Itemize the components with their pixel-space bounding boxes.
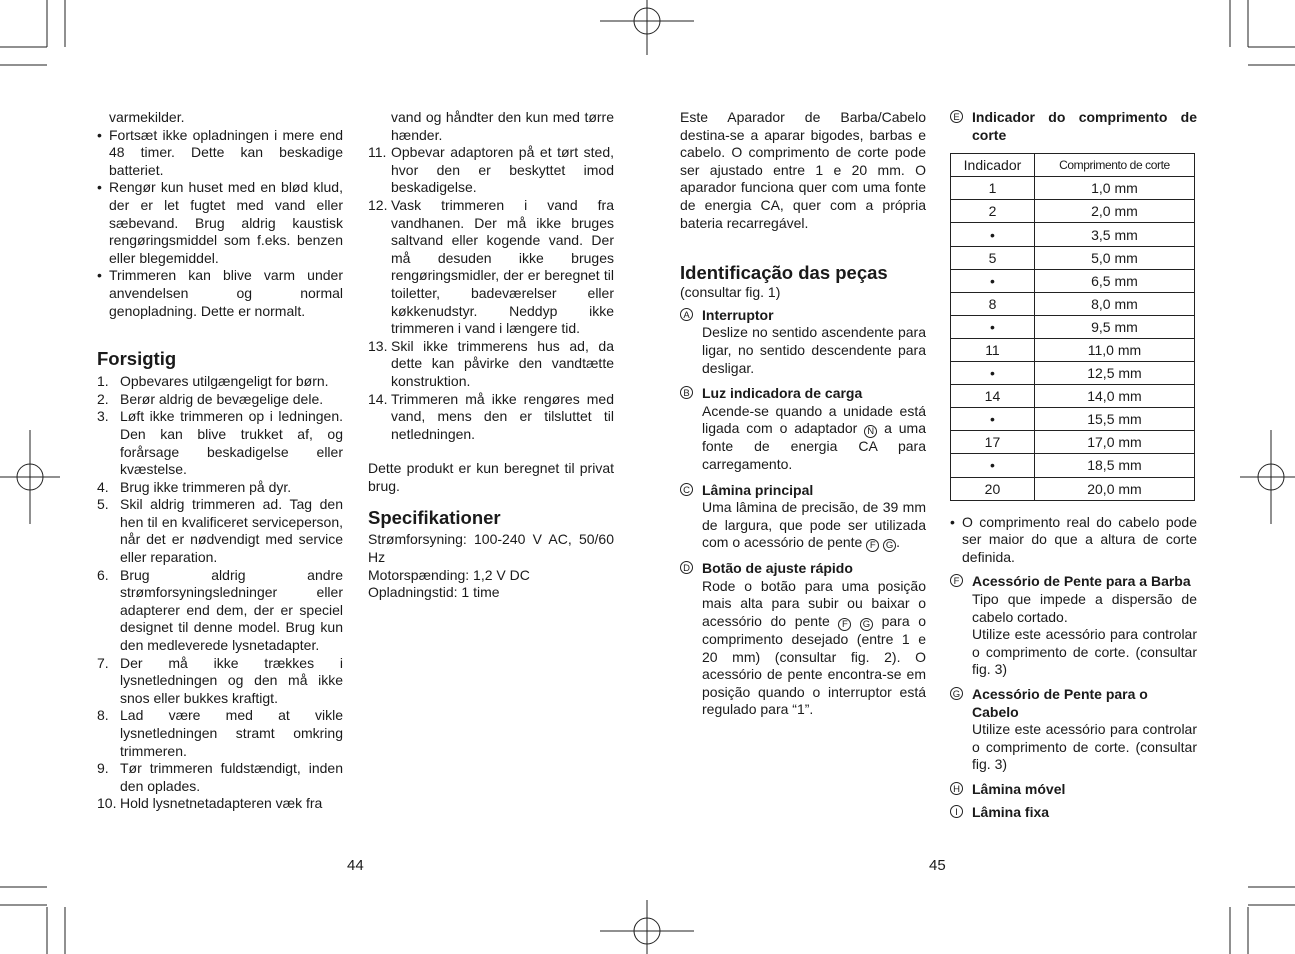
part-g bbox=[950, 686, 1197, 774]
cutting-length-cell: 15,5 mm bbox=[1034, 408, 1194, 431]
list-item: 8. Lad være med at vikle lysnetledningen stramt omkring trimmeren. bbox=[97, 707, 343, 759]
indicator-cell: • bbox=[951, 362, 1035, 385]
table-row bbox=[951, 177, 1195, 200]
indicator-cell: • bbox=[951, 269, 1035, 292]
table-row bbox=[951, 338, 1195, 361]
section-heading: Specifikationer bbox=[368, 507, 501, 529]
cutting-length-table bbox=[950, 153, 1195, 500]
letter-f-icon: F bbox=[866, 539, 879, 552]
spec-line: Motorspænding: 1,2 V DC bbox=[368, 566, 530, 583]
letter-g-icon: G bbox=[950, 687, 963, 700]
part-f bbox=[950, 573, 1197, 679]
list-item: 2. Berør aldrig de bevægelige dele. bbox=[97, 390, 324, 407]
cutting-length-cell: 14,0 mm bbox=[1034, 385, 1194, 408]
list-item: 5. Skil aldrig trimmeren ad. Tag den hen til en kvalificeret serviceperson, når det er nødvendigt med service eller reparation. bbox=[97, 496, 343, 566]
letter-b-icon: B bbox=[680, 386, 693, 399]
list-item: • Trimmeren kan blive varm under anvendelsen og normal genopladning. Dette er normalt. bbox=[97, 267, 343, 320]
letter-n-icon: N bbox=[864, 425, 877, 438]
continued-text: vand og håndter den kun med tørre hænder. bbox=[391, 109, 614, 143]
page-number-right: 45 bbox=[929, 857, 946, 874]
table-header-row bbox=[951, 154, 1195, 177]
table-row bbox=[951, 431, 1195, 454]
indicator-cell: • bbox=[951, 408, 1035, 431]
part-title: Botão de ajuste rápido bbox=[702, 560, 853, 577]
part-title: Lâmina fixa bbox=[972, 803, 1050, 820]
part-description: Tipo que impede a dispersão de cabelo cortado. bbox=[972, 590, 1197, 625]
part-title: Acessório de Pente para a Barba bbox=[972, 573, 1191, 590]
cutting-length-cell: 18,5 mm bbox=[1034, 454, 1194, 477]
part-title: Luz indicadora de carga bbox=[702, 385, 863, 402]
cutting-length-cell: 17,0 mm bbox=[1034, 431, 1194, 454]
indicator-cell: 5 bbox=[951, 246, 1035, 269]
letter-c-icon: C bbox=[680, 483, 693, 496]
indicator-cell: 17 bbox=[951, 431, 1035, 454]
table-row bbox=[951, 292, 1195, 315]
table-row bbox=[951, 454, 1195, 477]
spec-line: Opladningstid: 1 time bbox=[368, 584, 500, 601]
cutting-length-cell: 11,0 mm bbox=[1034, 338, 1194, 361]
indicator-cell: • bbox=[951, 454, 1035, 477]
indicator-cell: 20 bbox=[951, 477, 1035, 500]
section-heading: Forsigtig bbox=[97, 348, 177, 370]
letter-f-icon: F bbox=[950, 574, 963, 587]
part-description: Uma lâmina de precisão, de 39 mm de largura, que pode ser utilizada com o acessório de pente F G . bbox=[702, 499, 926, 552]
part-c bbox=[680, 482, 926, 553]
part-title: Interruptor bbox=[702, 306, 774, 323]
table-row bbox=[951, 223, 1195, 246]
cutting-length-cell: 1,0 mm bbox=[1034, 177, 1194, 200]
indicator-cell: 14 bbox=[951, 385, 1035, 408]
indicator-cell: 1 bbox=[951, 177, 1035, 200]
letter-i-icon: I bbox=[950, 805, 963, 818]
column-2 bbox=[368, 109, 614, 602]
column-4 bbox=[950, 109, 1197, 821]
cutting-length-cell: 9,5 mm bbox=[1034, 315, 1194, 338]
table-header: Indicador bbox=[951, 154, 1035, 177]
section-heading: Identificação das peças bbox=[680, 262, 888, 284]
part-title: Lâmina principal bbox=[702, 481, 814, 498]
cutting-length-cell: 2,0 mm bbox=[1034, 200, 1194, 223]
cutting-length-cell: 8,0 mm bbox=[1034, 292, 1194, 315]
table-header: Comprimento de corte bbox=[1034, 154, 1194, 177]
part-d bbox=[680, 560, 926, 719]
part-description: Acende-se quando a unidade está ligada com o adaptador N a uma fonte de energia CA para carregamento. bbox=[702, 402, 926, 472]
part-e bbox=[950, 109, 1197, 144]
part-b bbox=[680, 385, 926, 473]
table-row bbox=[951, 269, 1195, 292]
table-row bbox=[951, 246, 1195, 269]
list-item: 12. Vask trimmeren i vand fra vandhanen. Der må ikke bruges saltvand eller kogende vand. Der må desuden ikke bruges rengøringsmidler, der er beregnet til toiletter, badeværelser eller køkkenudstyr. Neddyp ikke trimmeren i vand i længere tid. bbox=[368, 196, 614, 337]
list-item: 10. Hold lysnetnetadapteren væk fra bbox=[97, 795, 323, 812]
list-item: • Fortsæt ikke opladningen i mere end 48 timer. Dette kan beskadige batteriet. bbox=[97, 127, 343, 180]
letter-d-icon: D bbox=[680, 561, 693, 574]
list-item: 1. Opbevares utilgængeligt for børn. bbox=[97, 373, 329, 390]
table-row bbox=[951, 315, 1195, 338]
intro-text: Este Aparador de Barba/Cabelo destina-se a aparar bigodes, barbas e cabelo. O comprimento de corte pode ser ajustado entre 1 e 20 mm. O aparador funciona quer com uma fonte de energia CA, quer com a própria bateria recarregável. bbox=[680, 109, 926, 231]
cutting-length-cell: 12,5 mm bbox=[1034, 362, 1194, 385]
list-item: • O comprimento real do cabelo pode ser maior do que a altura de corte definida. bbox=[950, 514, 1197, 567]
cutting-length-cell: 6,5 mm bbox=[1034, 269, 1194, 292]
letter-a-icon: A bbox=[680, 308, 693, 321]
letter-g-icon: G bbox=[883, 539, 896, 552]
table-row bbox=[951, 477, 1195, 500]
indicator-cell: 11 bbox=[951, 338, 1035, 361]
list-item: 7. Der må ikke trækkes i lysnetledningen og den må ikke snos eller bukkes kraftigt. bbox=[97, 654, 343, 706]
list-item: 11. Opbevar adaptoren på et tørt sted, hvor den er beskyttet imod beskadigelse. bbox=[368, 144, 614, 196]
indicator-cell: 2 bbox=[951, 200, 1035, 223]
table-row bbox=[951, 362, 1195, 385]
intro-text: varmekilder. bbox=[109, 109, 185, 125]
cutting-length-cell: 3,5 mm bbox=[1034, 223, 1194, 246]
table-row bbox=[951, 385, 1195, 408]
table-row bbox=[951, 200, 1195, 223]
part-title: Acessório de Pente para o Cabelo bbox=[972, 685, 1148, 720]
table-row bbox=[951, 408, 1195, 431]
list-item: 4. Brug ikke trimmeren på dyr. bbox=[97, 478, 292, 495]
part-description: Utilize este acessório para controlar o comprimento de corte. (consultar fig. 3) bbox=[972, 721, 1197, 773]
list-item: 9. Tør trimmeren fuldstændigt, inden den oplades. bbox=[97, 760, 343, 794]
page-number-left: 44 bbox=[347, 857, 364, 874]
private-use-note: Dette produkt er kun beregnet til privat brug. bbox=[368, 460, 614, 494]
part-title: Lâmina móvel bbox=[972, 780, 1066, 797]
cutting-length-cell: 5,0 mm bbox=[1034, 246, 1194, 269]
indicator-cell: 8 bbox=[951, 292, 1035, 315]
part-title: Indicador do comprimento de corte bbox=[972, 109, 1197, 143]
spec-line: Strømforsyning: 100-240 V AC, 50/60 Hz bbox=[368, 531, 614, 566]
list-item: 6. Brug aldrig andre strømforsyningsledninger eller adapterer end dem, der er speciel designet til denne model. Brug kun den medleverede lysnetadapter. bbox=[97, 566, 343, 654]
part-i bbox=[950, 804, 1197, 822]
part-description: Rode o botão para uma posição mais alta para subir ou baixar o acessório do pente F G para o comprimento desejado (entre 1 e 20 mm) (consultar fig. 2). O acessório de pente encontra-se em posição quando o interruptor está regulado para “1”. bbox=[702, 577, 926, 718]
part-h bbox=[950, 781, 1197, 799]
letter-e-icon: E bbox=[950, 110, 963, 123]
letter-g-icon: G bbox=[860, 618, 873, 631]
cutting-length-cell: 20,0 mm bbox=[1034, 477, 1194, 500]
part-a bbox=[680, 307, 926, 377]
indicator-cell: • bbox=[951, 315, 1035, 338]
figure-reference: (consultar fig. 1) bbox=[680, 284, 781, 301]
list-item: • Rengør kun huset med en blød klud, der er let fugtet med vand eller sæbevand. Brug aldrig kaustisk rengøringsmiddel som f.eks. benzen eller blegemiddel. bbox=[97, 179, 343, 267]
column-3 bbox=[680, 109, 926, 719]
part-description: Utilize este acessório para controlar o comprimento de corte. (consultar fig. 3) bbox=[972, 626, 1197, 678]
column-1 bbox=[97, 109, 343, 813]
list-item: 13. Skil ikke trimmerens hus ad, da dette kan påvirke den vandtætte konstruktion. bbox=[368, 337, 614, 389]
letter-f-icon: F bbox=[838, 618, 851, 631]
list-item: 14. Trimmeren må ikke rengøres med vand, mens den er tilsluttet til netledningen. bbox=[368, 390, 614, 442]
indicator-cell: • bbox=[951, 223, 1035, 246]
letter-h-icon: H bbox=[950, 782, 963, 795]
part-description: Deslize no sentido ascendente para ligar, no sentido descendente para desligar. bbox=[702, 324, 926, 376]
list-item: 3. Løft ikke trimmeren op i ledningen. Den kan blive trukket af, og forårsage beskadigelse eller kvæstelse. bbox=[97, 408, 343, 478]
